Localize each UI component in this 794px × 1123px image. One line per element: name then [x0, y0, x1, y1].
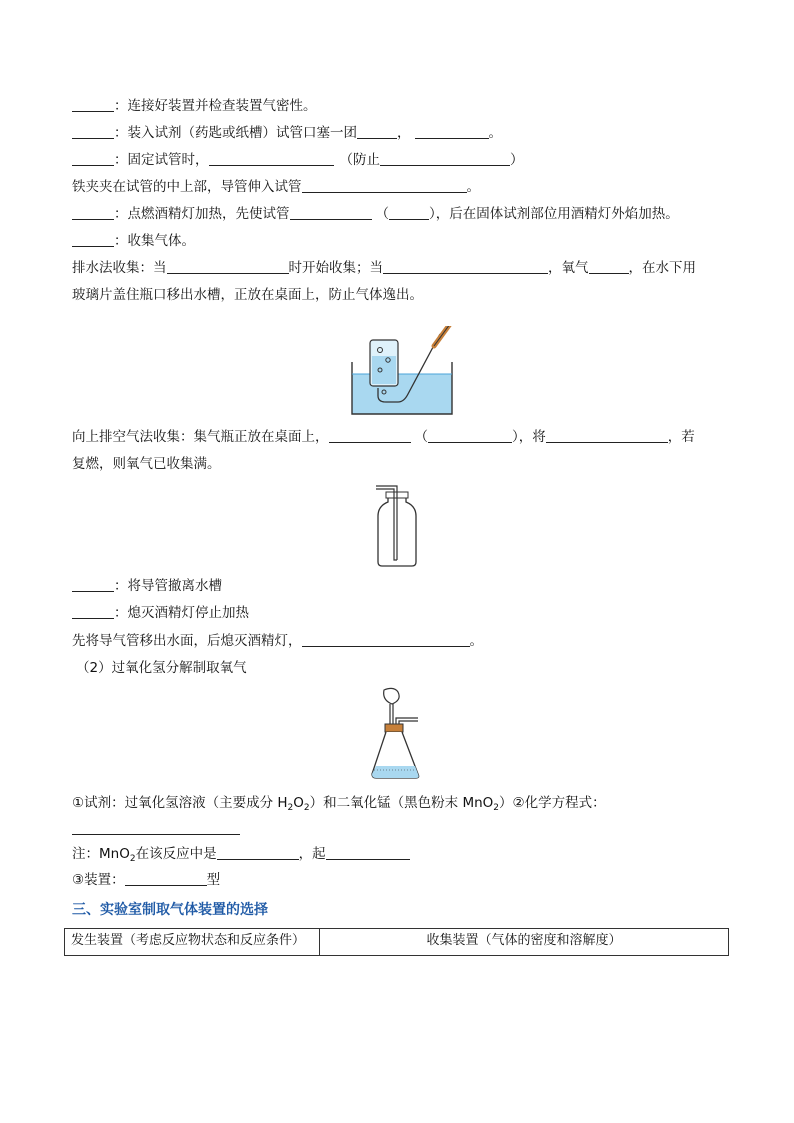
- step-clamp: 铁夹夹在试管的中上部，导管伸入试管 。: [72, 179, 480, 195]
- step-fix-tube: ：固定试管时， （防止 ）: [72, 151, 524, 169]
- step-check-airtightness: ：连接好装置并检查装置气密性。: [72, 97, 317, 115]
- note-line: 注：MnO$_2$在该反应中是 ，起: [72, 845, 410, 868]
- blank[interactable]: [546, 428, 668, 443]
- blank[interactable]: [125, 871, 207, 886]
- step-extinguish: ：熄灭酒精灯停止加热: [72, 604, 249, 622]
- blank[interactable]: [329, 428, 411, 443]
- blank[interactable]: [383, 259, 548, 274]
- blank[interactable]: [415, 124, 489, 139]
- blank[interactable]: [357, 124, 397, 139]
- table-header-collector: 收集装置（气体的密度和溶解度）: [320, 929, 729, 956]
- blank[interactable]: [428, 428, 512, 443]
- blank[interactable]: [72, 151, 114, 166]
- blank[interactable]: [72, 820, 240, 835]
- section2-title: （2）过氧化氢分解制取氧气: [76, 660, 247, 676]
- equation-blank-line: [72, 820, 240, 838]
- step-load-reagent: ：装入试剂（药匙或纸槽）试管口塞一团 ， 。: [72, 124, 502, 142]
- step-collect: ：收集气体。: [72, 232, 195, 250]
- device-line: ③装置： 型: [72, 872, 221, 888]
- water-displacement-figure: [350, 326, 460, 416]
- blank[interactable]: [302, 178, 467, 193]
- blank[interactable]: [326, 845, 410, 860]
- step-heat: ：点燃酒精灯加热，先使试管 （ ），后在固体试剂部位用酒精灯外焰加热。: [72, 205, 679, 223]
- blank[interactable]: [72, 604, 114, 619]
- gas-bottle-figure: [372, 482, 422, 568]
- blank[interactable]: [72, 97, 114, 112]
- blank[interactable]: [217, 845, 299, 860]
- step-remove-tube: ：将导管撤离水槽: [72, 577, 222, 595]
- section3-heading: 三、实验室制取气体装置的选择: [72, 902, 268, 918]
- device-selection-table: [64, 928, 729, 956]
- blank[interactable]: [389, 205, 429, 220]
- blank[interactable]: [72, 124, 114, 139]
- blank[interactable]: [72, 205, 114, 220]
- blank[interactable]: [167, 259, 289, 274]
- table-header-generator: 发生装置（考虑反应物状态和反应条件）: [65, 929, 320, 956]
- blank[interactable]: [589, 259, 629, 274]
- step-water-collection-cont: 玻璃片盖住瓶口移出水槽，正放在桌面上，防止气体逸出。: [72, 287, 423, 303]
- blank[interactable]: [72, 577, 114, 592]
- step-air-collection: 向上排空气法收集：集气瓶正放在桌面上， （ ），将 ，若: [72, 429, 695, 445]
- blank[interactable]: [302, 632, 470, 647]
- reagent-line: ①试剂：过氧化氢溶液（主要成分 $H_2O_2$）和二氧化锰（黑色粉末 MnO$_2$）②化学方程式：: [72, 795, 606, 813]
- step-air-collection-cont: 复燃，则氧气已收集满。: [72, 456, 221, 472]
- blank[interactable]: [209, 151, 334, 166]
- blank[interactable]: [290, 205, 372, 220]
- h2o2-apparatus-figure: [368, 686, 428, 782]
- blank[interactable]: [380, 151, 510, 166]
- blank[interactable]: [72, 232, 114, 247]
- step-order: 先将导气管移出水面，后熄灭酒精灯， 。: [72, 633, 483, 649]
- step-water-collection: 排水法收集：当 时开始收集；当 ，氧气 ，在水下用: [72, 260, 696, 276]
